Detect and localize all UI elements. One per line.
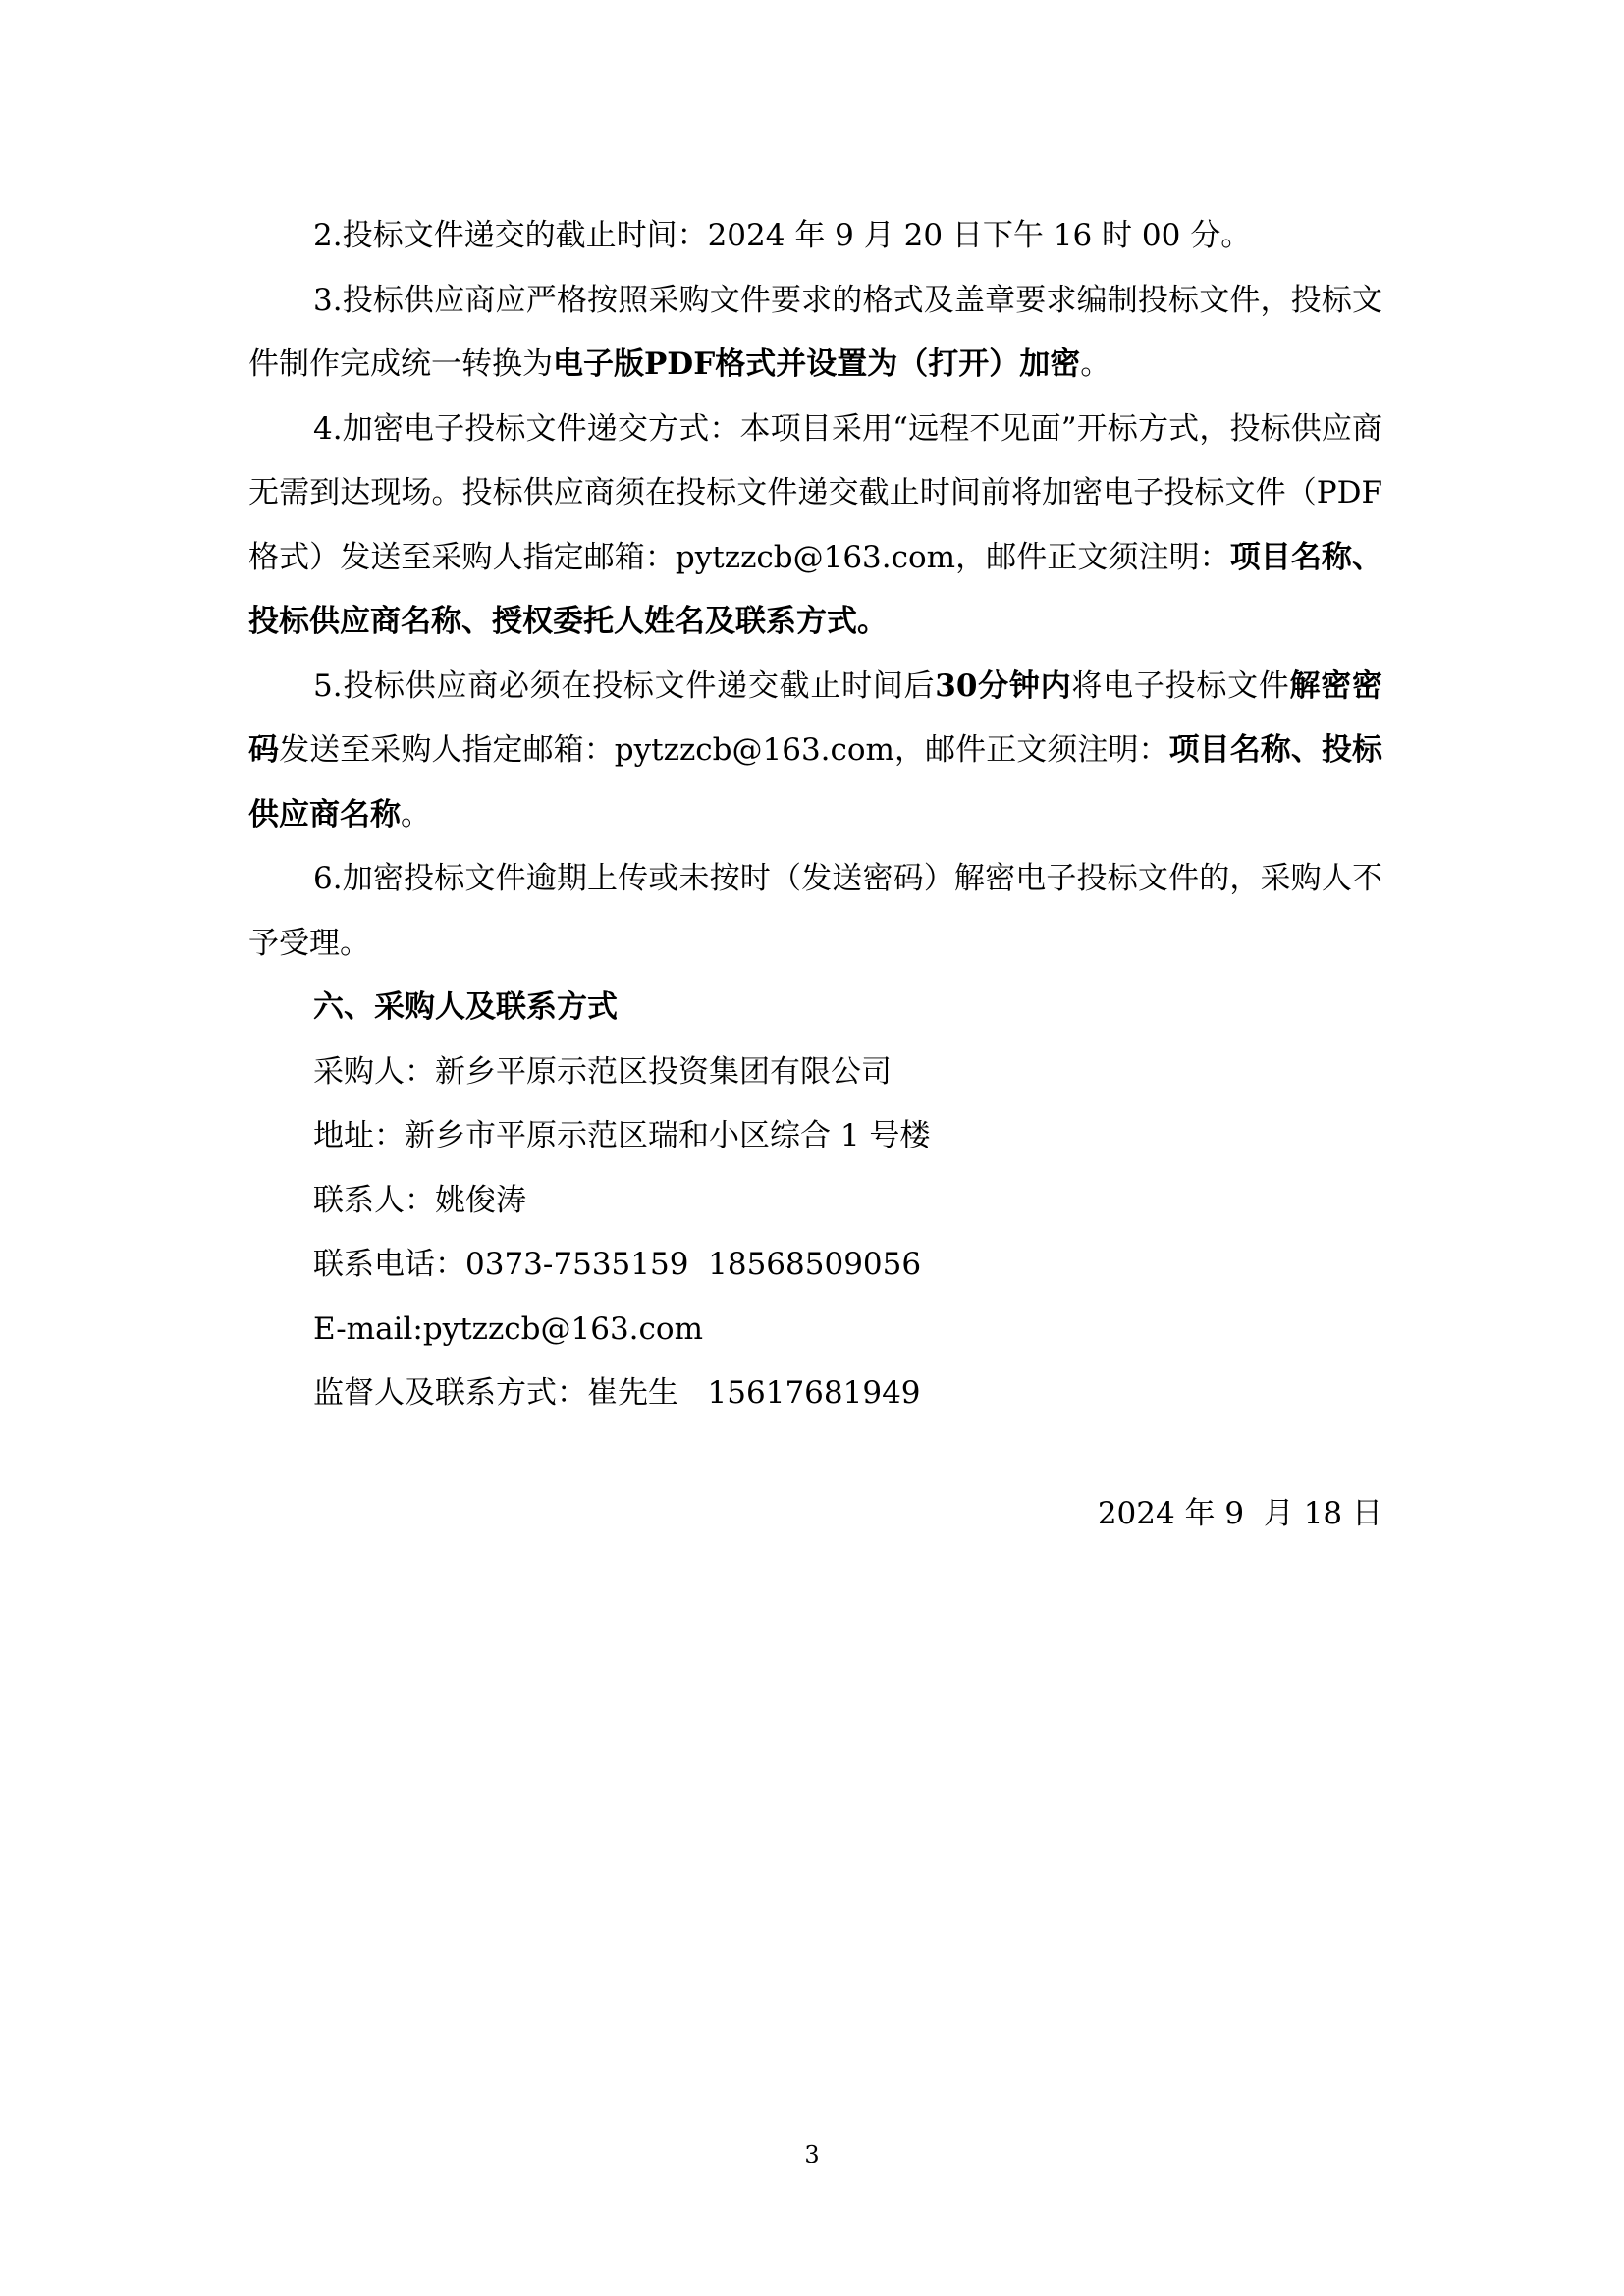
decryption-text-2: 将电子投标文件 bbox=[1071, 667, 1290, 704]
section-heading-contact: 六、采购人及联系方式 bbox=[313, 989, 618, 1025]
paragraph-deadline bbox=[248, 204, 1382, 269]
format-requirements-end: 。 bbox=[1080, 347, 1111, 382]
contact-phone: 联系电话：0373-7535159 18568509056 bbox=[313, 1247, 922, 1282]
decryption-text-3: 发送至采购人指定邮箱：pytzzcb@163.com，邮件正文须注明： bbox=[279, 732, 1169, 768]
contact-address: 地址：新乡市平原示范区瑞和小区综合 1 号楼 bbox=[313, 1118, 931, 1153]
decryption-text-1: 5.投标供应商必须在投标文件递交截止时间后 bbox=[313, 667, 936, 704]
late-submission-text: 6.加密投标文件逾期上传或未按时（发送密码）解密电子投标文件的，采购人不予受理。 bbox=[248, 861, 1382, 961]
format-requirements-text: 3.投标供应商应严格按照采购文件要求的格式及盖章要求编制投标文件，投标文件制作完成统一转换为 bbox=[248, 282, 1382, 382]
contact-purchaser: 采购人：新乡平原示范区投资集团有限公司 bbox=[313, 1053, 892, 1090]
paragraph-format-requirements bbox=[248, 269, 1382, 398]
paragraph-deadline-text: 2.投标文件递交的截止时间：2024 年 9 月 20 日下午 16 时 00 分。 bbox=[313, 218, 1252, 253]
page-number: 3 bbox=[804, 2141, 820, 2168]
decryption-emphasis-time: 30分钟内 bbox=[935, 667, 1072, 704]
paragraph-submission-method bbox=[248, 398, 1382, 655]
decryption-emphasis-password: 解密密码 bbox=[248, 667, 1383, 768]
submission-method-text: 4.加密电子投标文件递交方式：本项目采用“远程不见面”开标方式，投标供应商无需到达现场。投标供应商须在投标文件递交截止时间前将加密电子投标文件（PDF格式）发送至采购人指定邮箱：pytzzcb@163.com，邮件正文须注明： bbox=[248, 410, 1382, 575]
decryption-text-end: 。 bbox=[401, 796, 431, 832]
paragraph-late-submission bbox=[248, 847, 1382, 976]
document-date: 2024 年 9 月 18 日 bbox=[1097, 1496, 1382, 1531]
submission-method-emphasis: 项目名称、投标供应商名称、授权委托人姓名及联系方式。 bbox=[248, 539, 1382, 639]
contact-email: E-mail:pytzzcb@163.com bbox=[313, 1310, 703, 1347]
paragraph-decryption-password bbox=[248, 655, 1382, 848]
contact-person: 联系人：姚俊涛 bbox=[313, 1182, 526, 1218]
decryption-emphasis-names: 项目名称、投标供应商名称 bbox=[248, 732, 1383, 832]
document-body bbox=[248, 204, 1382, 1426]
format-requirements-emphasis: 电子版PDF格式并设置为（打开）加密 bbox=[553, 347, 1081, 382]
contact-supervisor: 监督人及联系方式：崔先生 15617681949 bbox=[313, 1375, 921, 1411]
